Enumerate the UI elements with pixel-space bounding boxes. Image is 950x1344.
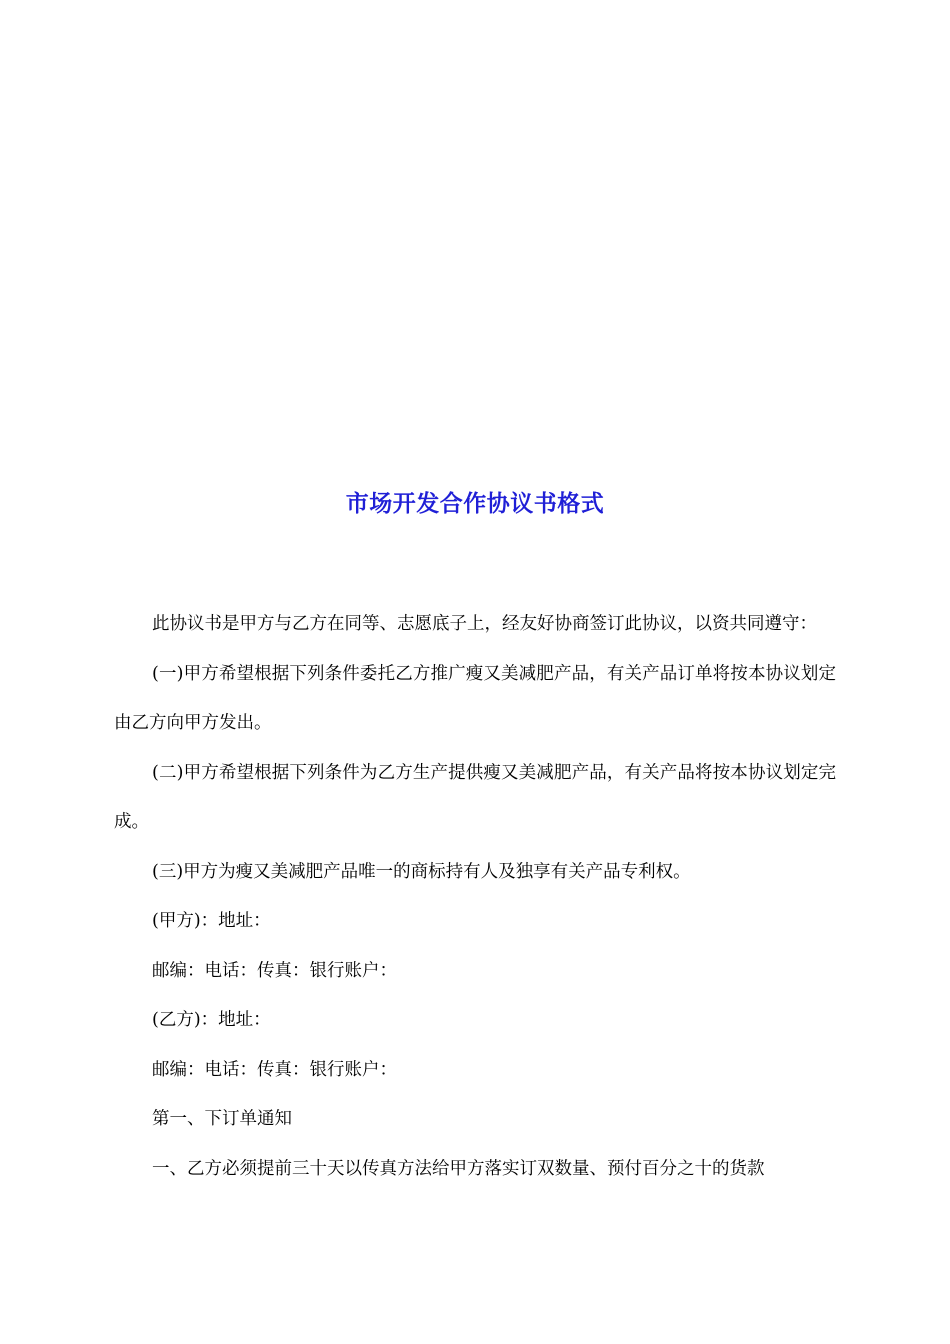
paragraph-clause-1: (一)甲方希望根据下列条件委托乙方推广瘦又美减肥产品，有关产品订单将按本协议划定由乙方向甲方发出。 xyxy=(114,663,836,733)
paragraph-intro: 此协议书是甲方与乙方在同等、志愿底子上，经友好协商签订此协议，以资共同遵守： xyxy=(152,614,817,634)
section-heading-order-notice: 第一、下订单通知 xyxy=(152,1109,292,1129)
party-a-address: (甲方)：地址： xyxy=(152,911,271,931)
document-body xyxy=(114,600,836,1194)
party-a-contact: 邮编：电话：传真：银行账户： xyxy=(152,960,397,981)
paragraph-order-item-1: 一、乙方必须提前三十天以传真方法给甲方落实订双数量、预付百分之十的货款 xyxy=(152,1158,765,1179)
party-b-address: (乙方)：地址： xyxy=(152,1010,271,1030)
paragraph-clause-3: (三)甲方为瘦又美减肥产品唯一的商标持有人及独享有关产品专利权。 xyxy=(152,861,691,882)
party-b-contact: 邮编：电话：传真：银行账户： xyxy=(152,1059,397,1080)
paragraph-clause-2: (二)甲方希望根据下列条件为乙方生产提供瘦又美减肥产品，有关产品将按本协议划定完成。 xyxy=(114,762,836,832)
document-title: 市场开发合作协议书格式 xyxy=(345,491,605,517)
